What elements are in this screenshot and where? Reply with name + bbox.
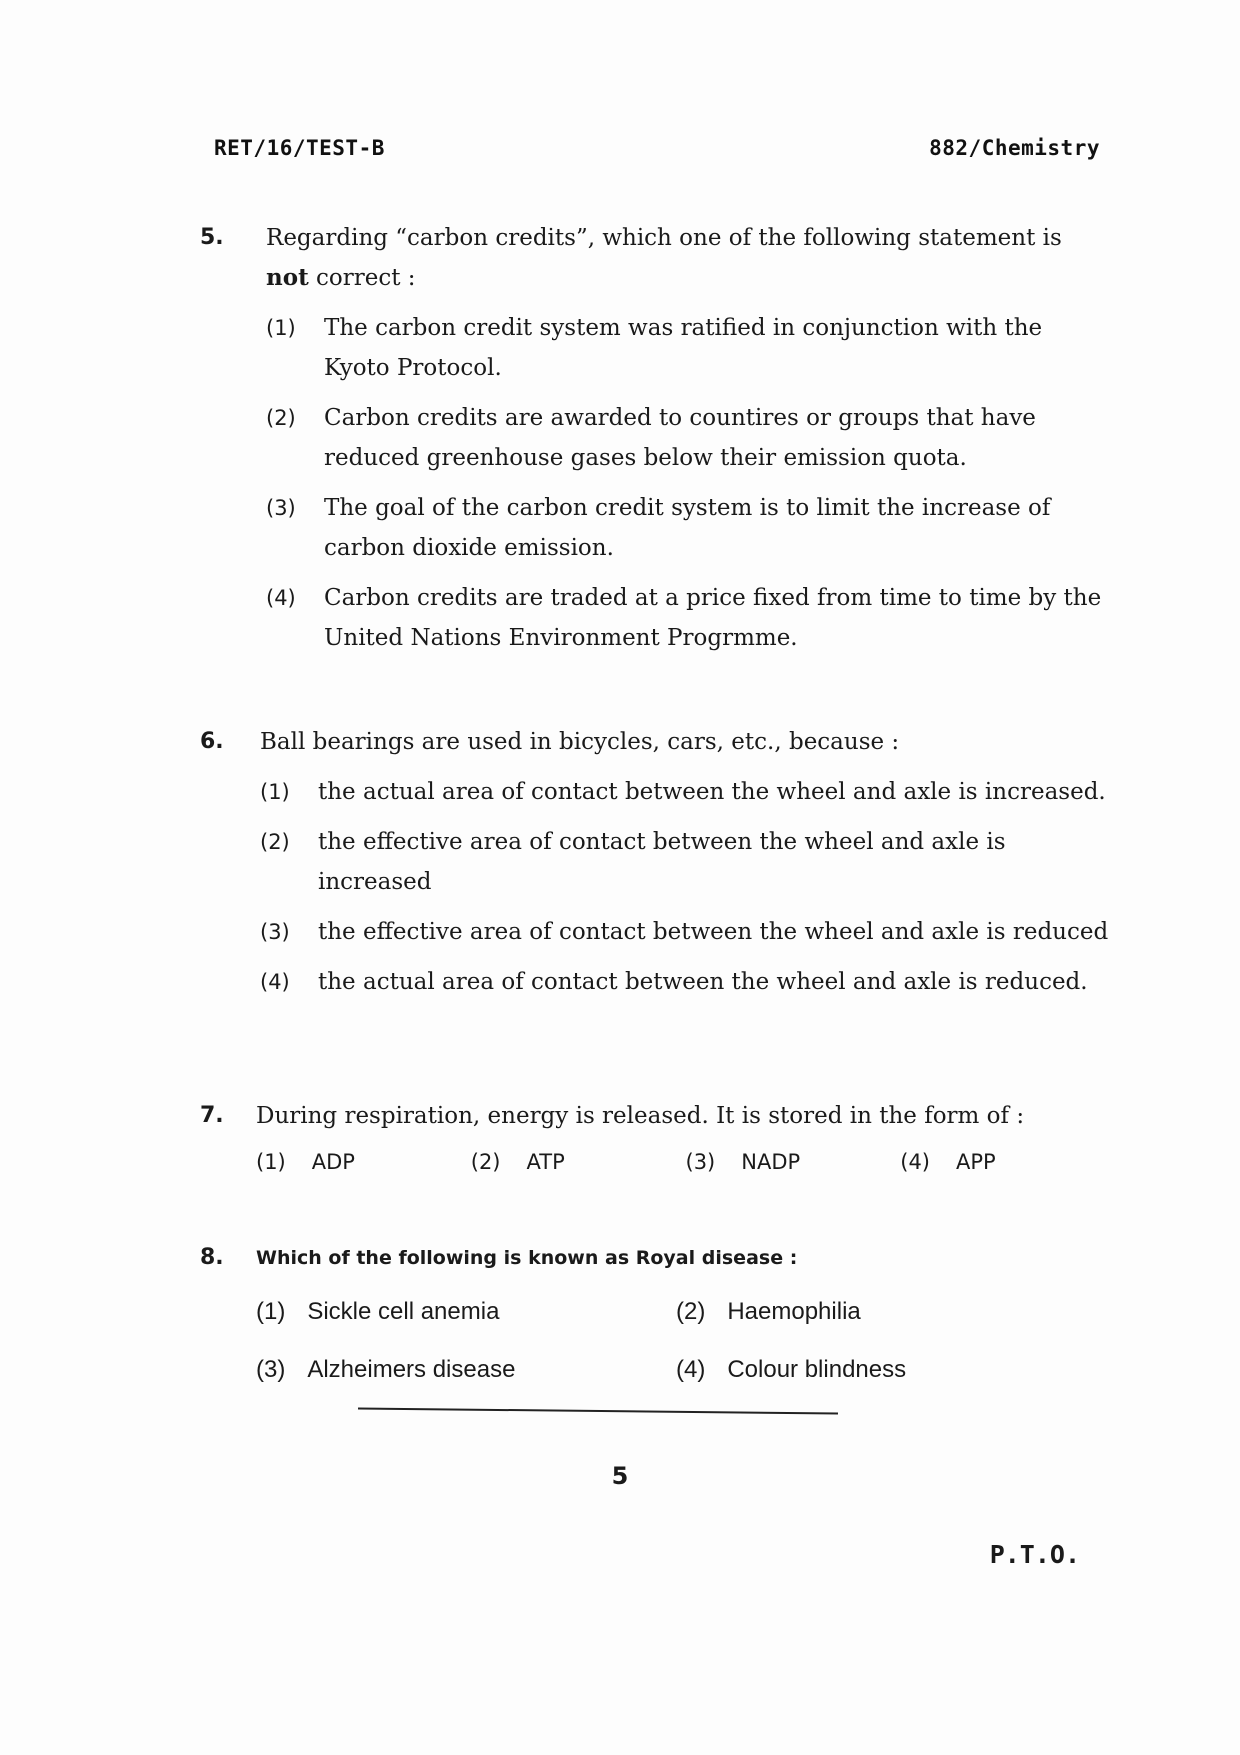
question-5	[200, 218, 1115, 668]
option-1	[256, 1292, 676, 1332]
option-number: (1)	[256, 1298, 286, 1325]
option-number: (2)	[266, 406, 296, 430]
please-turn-over: P.T.O.	[989, 1540, 1080, 1569]
option-number: (4)	[900, 1150, 930, 1174]
paper-code: RET/16/TEST-B	[214, 136, 385, 160]
question-stem: Ball bearings are used in bicycles, cars, etc., because :	[260, 729, 900, 755]
option-number: (2)	[676, 1298, 706, 1325]
option-number: (2)	[470, 1150, 501, 1174]
question-stem: During respiration, energy is released. It is stored in the form of :	[256, 1103, 1025, 1129]
question-number: 5.	[200, 225, 224, 250]
option-2	[676, 1292, 1076, 1332]
page-number: 5	[611, 1462, 629, 1490]
option-4	[260, 962, 1115, 1002]
option-text: NADP	[741, 1150, 801, 1174]
question-7	[200, 1096, 1115, 1182]
option-text: The goal of the carbon credit system is to limit the increase of carbon dioxide emission.	[324, 495, 1051, 561]
option-text: Carbon credits are awarded to countires or groups that have reduced greenhouse gases below their emission quota.	[324, 405, 1036, 471]
subject-code: 882/Chemistry	[929, 136, 1100, 160]
option-text: ATP	[526, 1150, 565, 1174]
option-text: the effective area of contact between the wheel and axle is reduced	[318, 919, 1109, 945]
option-1	[266, 308, 1115, 388]
option-number: (4)	[676, 1356, 706, 1383]
stem-text-end: correct :	[308, 265, 416, 291]
option-number: (3)	[266, 496, 296, 520]
option-text: Sickle cell anemia	[307, 1298, 500, 1325]
option-3	[256, 1350, 676, 1390]
option-3	[686, 1142, 901, 1182]
option-number: (4)	[260, 970, 290, 994]
option-number: (3)	[685, 1150, 716, 1174]
option-number: (1)	[256, 1150, 286, 1174]
option-text: the effective area of contact between the wheel and axle is increased	[318, 829, 1006, 895]
option-text: The carbon credit system was ratified in conjunction with the Kyoto Protocol.	[324, 315, 1043, 381]
question-number: 7.	[200, 1103, 224, 1128]
stem-emphasis: not	[266, 264, 309, 291]
option-text: Haemophilia	[727, 1298, 861, 1325]
option-4	[266, 578, 1115, 658]
option-text: Carbon credits are traded at a price fixed from time to time by the United Nations Environment Progrmme.	[324, 585, 1102, 651]
question-stem	[266, 218, 1115, 298]
question-stem: Which of the following is known as Royal disease :	[256, 1247, 798, 1269]
option-text: the actual area of contact between the wheel and axle is reduced.	[318, 969, 1088, 995]
option-1	[260, 772, 1115, 812]
option-1	[256, 1142, 471, 1182]
option-number: (1)	[266, 316, 296, 340]
option-text: the actual area of contact between the wheel and axle is increased.	[318, 779, 1106, 805]
question-number: 8.	[200, 1245, 224, 1270]
question-6	[200, 722, 1115, 1012]
option-text: Colour blindness	[727, 1356, 907, 1383]
option-number: (1)	[260, 780, 290, 804]
option-3	[266, 488, 1115, 568]
option-number: (3)	[260, 920, 290, 944]
question-8	[200, 1238, 1115, 1390]
option-text: Alzheimers disease	[307, 1356, 516, 1383]
question-number: 6.	[200, 729, 224, 754]
option-2	[471, 1142, 686, 1182]
option-4	[676, 1350, 1076, 1390]
end-divider	[358, 1407, 838, 1414]
options-row	[256, 1142, 1115, 1182]
options-list	[266, 308, 1115, 658]
option-text: ADP	[311, 1150, 355, 1174]
options-grid	[256, 1292, 1115, 1390]
stem-text: Regarding “carbon credits”, which one of the following statement is	[266, 225, 1062, 251]
options-list	[260, 772, 1115, 1002]
option-number: (4)	[266, 586, 296, 610]
option-2	[260, 822, 1115, 902]
option-number: (2)	[260, 830, 290, 854]
option-2	[266, 398, 1115, 478]
option-4	[900, 1142, 1115, 1182]
option-3	[260, 912, 1115, 952]
option-number: (3)	[256, 1356, 286, 1383]
option-text: APP	[956, 1150, 996, 1174]
